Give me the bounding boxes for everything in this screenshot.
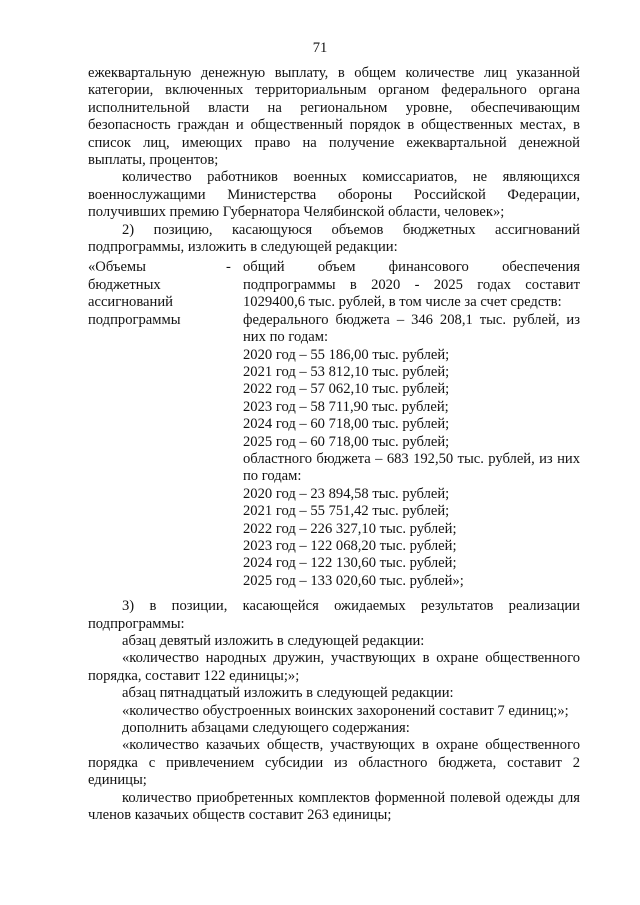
federal-year-line: 2022 год – 57 062,10 тыс. рублей;	[243, 381, 450, 398]
regional-year-line: 2025 год – 133 020,60 тыс. рублей»;	[243, 572, 464, 589]
page-number: 71	[312, 40, 328, 56]
table-intro: общий объем финансового обеспечения подпрограммы в 2020 - 2025 годах составит 1029400,6 тыс. рублей, в том числе за счет средств:	[243, 259, 580, 311]
regional-budget-header: областного бюджета – 683 192,50 тыс. рублей, из них по годам:	[243, 450, 580, 485]
paragraph: 2) позицию, касающуюся объемов бюджетных ассигнований подпрограммы, изложить в следующей редакции:	[88, 221, 580, 256]
paragraph: абзац девятый изложить в следующей редакции:	[122, 633, 425, 649]
paragraph: дополнить абзацами следующего содержания:	[122, 720, 410, 737]
regional-year-line: 2023 год – 122 068,20 тыс. рублей;	[243, 537, 457, 554]
regional-year-line: 2024 год – 122 130,60 тыс. рублей;	[243, 555, 457, 572]
table-label-line: подпрограммы	[88, 311, 181, 328]
federal-budget-header: федерального бюджета – 346 208,1 тыс. рублей, из них по годам:	[243, 311, 580, 346]
paragraph: «количество народных дружин, участвующих в охране общественного порядка, составит 122 единицы;»;	[88, 650, 580, 684]
table-dash: -	[226, 259, 231, 276]
paragraph: 3) в позиции, касающейся ожидаемых результатов реализации подпрограммы:	[88, 598, 580, 632]
paragraph: абзац пятнадцатый изложить в следующей редакции:	[122, 685, 454, 702]
paragraph: «количество обустроенных воинских захоронений составит 7 единиц;»;	[122, 702, 569, 719]
paragraph: количество работников военных комиссариатов, не являющихся военнослужащими Министерства обороны Российской Федерации, получивших премию Губернатора Челябинской области, человек»;	[88, 169, 580, 221]
paragraph: «количество казачьих обществ, участвующих в охране общественного порядка с привлечением субсидии из областного бюджета, составит 2 единицы;	[88, 737, 580, 789]
regional-year-line: 2022 год – 226 327,10 тыс. рублей;	[243, 520, 457, 537]
paragraph: ежеквартальную денежную выплату, в общем количестве лиц указанной категории, включенных территориальным органом федерального органа исполнительной власти на региональном уровне, обеспечивающим безопасность граждан и общественный порядок в общественных местах, в список лиц, имеющих право на получение ежеквартальной денежной выплаты, процентов;	[88, 65, 580, 169]
table-label-line: «Объемы	[88, 259, 146, 276]
budget-table	[88, 259, 580, 590]
federal-year-line: 2020 год – 55 186,00 тыс. рублей;	[243, 346, 450, 363]
table-label-line: бюджетных	[88, 276, 161, 293]
federal-year-line: 2025 год – 60 718,00 тыс. рублей;	[243, 433, 450, 450]
federal-year-line: 2024 год – 60 718,00 тыс. рублей;	[243, 416, 450, 433]
table-label-column	[88, 259, 226, 590]
table-label-line: ассигнований	[88, 294, 173, 311]
regional-year-line: 2021 год – 55 751,42 тыс. рублей;	[243, 503, 450, 520]
table-value-column	[243, 259, 580, 590]
document-body	[88, 65, 580, 824]
regional-year-line: 2020 год – 23 894,58 тыс. рублей;	[243, 485, 450, 502]
federal-year-line: 2023 год – 58 711,90 тыс. рублей;	[243, 398, 449, 415]
paragraph: количество приобретенных комплектов форменной полевой одежды для членов казачьих обществ составит 263 единицы;	[88, 789, 580, 824]
federal-year-line: 2021 год – 53 812,10 тыс. рублей;	[243, 363, 450, 380]
